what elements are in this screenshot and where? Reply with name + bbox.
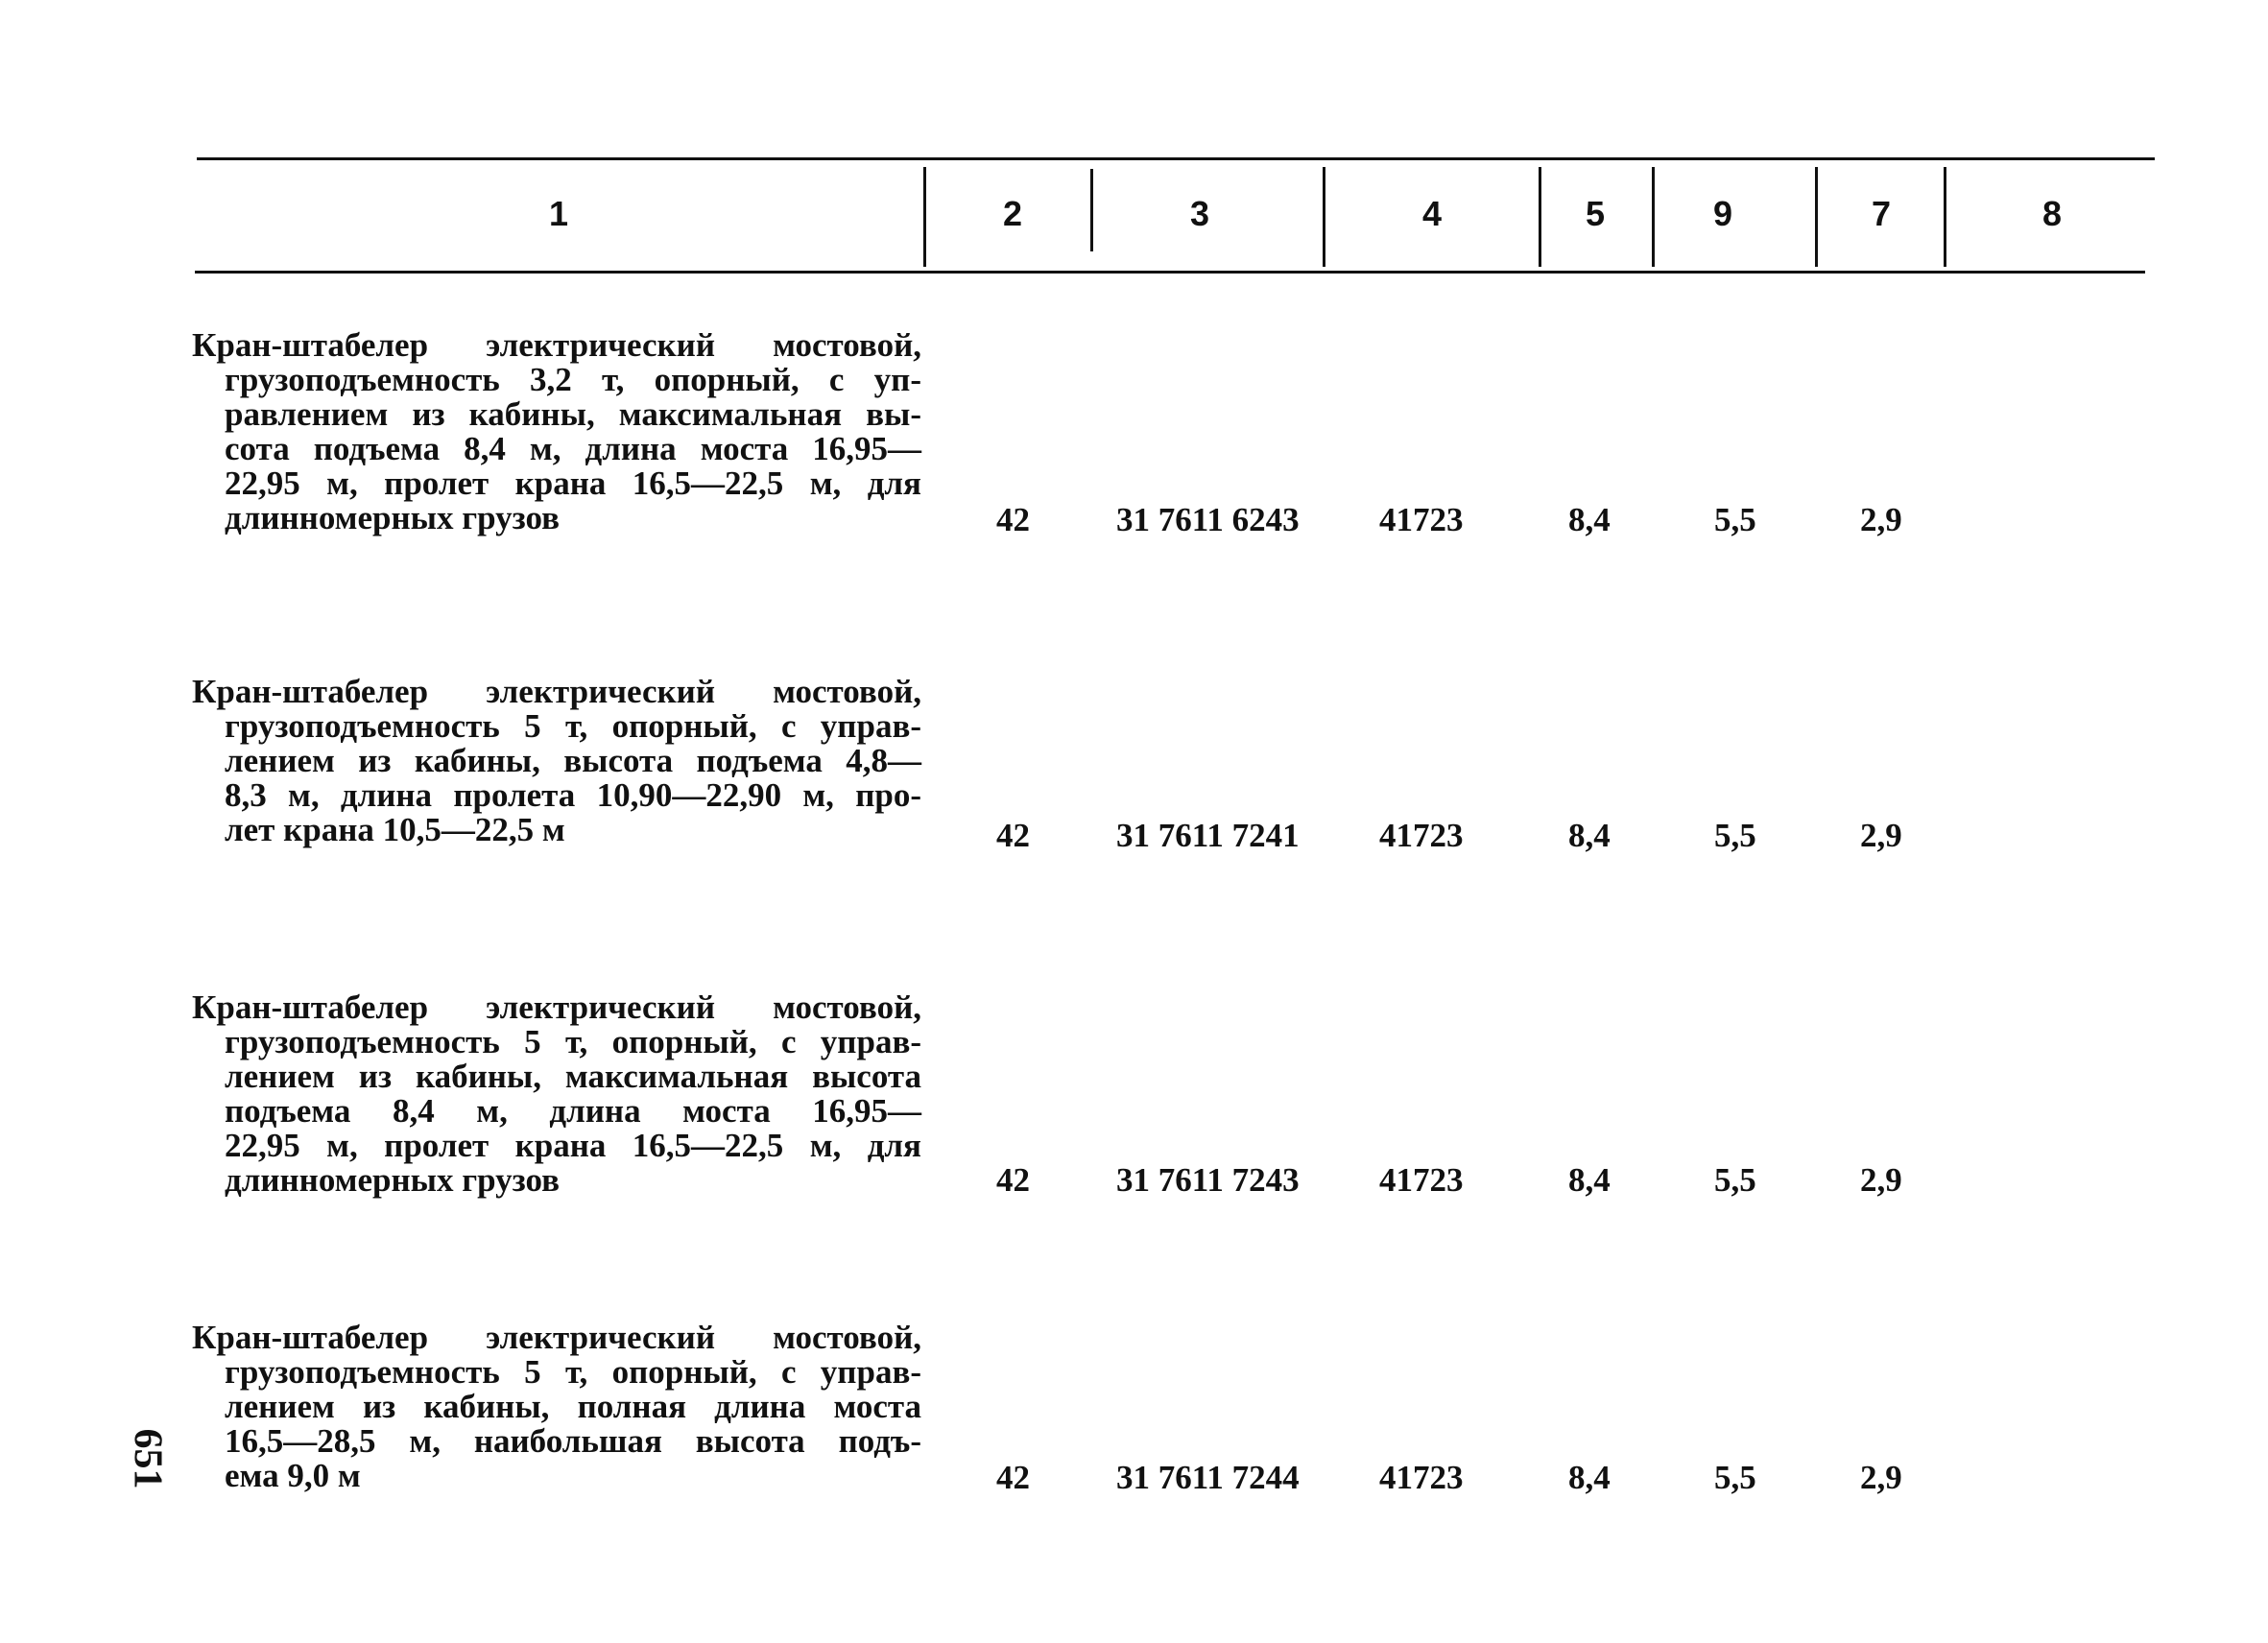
- column-divider: [923, 167, 926, 267]
- description-line: длинномерных грузов: [225, 1161, 561, 1199]
- description-line: 22,95 м, пролет крана 16,5—22,5 м, для: [225, 1127, 921, 1164]
- row-description: [192, 990, 921, 1198]
- cell-col6: 5,5: [1714, 817, 1756, 854]
- row-description: [192, 675, 921, 847]
- cell-col7: 2,9: [1860, 1459, 1902, 1496]
- description-line: лением из кабины, максимальная высота: [225, 1058, 921, 1095]
- cell-col5: 8,4: [1568, 1161, 1611, 1199]
- cell-col2: 42: [996, 817, 1030, 854]
- cell-col2: 42: [996, 1161, 1030, 1199]
- description-line: Кран-штабелер электрический мостовой,: [192, 1319, 921, 1356]
- column-header-6: 9: [1712, 194, 1733, 233]
- cell-col2: 42: [996, 501, 1030, 538]
- description-line: подъема 8,4 м, длина моста 16,95—: [225, 1092, 921, 1130]
- description-line: лением из кабины, полная длина моста: [225, 1388, 921, 1425]
- cell-col6: 5,5: [1714, 1459, 1756, 1496]
- column-divider: [1815, 167, 1818, 267]
- row-description: [192, 328, 921, 536]
- cell-col3: 31 7611 7244: [1116, 1459, 1300, 1496]
- description-line: грузоподъемность 5 т, опорный, с управ-: [225, 1023, 921, 1060]
- description-line: 8,3 м, длина пролета 10,90—22,90 м, про-: [225, 776, 921, 814]
- description-line: равлением из кабины, максимальная вы-: [225, 395, 921, 433]
- description-line: лет крана 10,5—22,5 м: [225, 811, 565, 848]
- cell-col5: 8,4: [1568, 817, 1611, 854]
- description-line: лением из кабины, высота подъема 4,8—: [225, 742, 921, 779]
- description-line: длинномерных грузов: [225, 499, 561, 536]
- description-line: Кран-штабелер электрический мостовой,: [192, 673, 921, 710]
- description-line: 16,5—28,5 м, наибольшая высота подъ-: [225, 1422, 921, 1460]
- cell-col7: 2,9: [1860, 817, 1902, 854]
- column-header-5: 5: [1585, 194, 1606, 233]
- cell-col4: 41723: [1379, 817, 1464, 854]
- description-line: Кран-штабелер электрический мостовой,: [192, 326, 921, 364]
- cell-col4: 41723: [1379, 1161, 1464, 1199]
- description-line: грузоподъемность 5 т, опорный, с управ-: [225, 1353, 921, 1391]
- column-header-3: 3: [1189, 194, 1210, 233]
- header-top-rule: [197, 157, 2155, 160]
- description-line: 22,95 м, пролет крана 16,5—22,5 м, для: [225, 464, 921, 502]
- column-header-7: 7: [1871, 194, 1892, 233]
- cell-col6: 5,5: [1714, 501, 1756, 538]
- column-divider: [1539, 167, 1541, 267]
- page-number: 651: [125, 1428, 170, 1489]
- column-header-1: 1: [548, 194, 569, 233]
- column-header-8: 8: [2041, 194, 2063, 233]
- description-line: грузоподъемность 3,2 т, опорный, с уп-: [225, 361, 921, 398]
- column-divider: [1323, 167, 1325, 267]
- cell-col4: 41723: [1379, 1459, 1464, 1496]
- description-line: грузоподъемность 5 т, опорный, с управ-: [225, 707, 921, 745]
- column-header-4: 4: [1421, 194, 1443, 233]
- cell-col6: 5,5: [1714, 1161, 1756, 1199]
- description-line: сота подъема 8,4 м, длина моста 16,95—: [225, 430, 921, 467]
- cell-col7: 2,9: [1860, 501, 1902, 538]
- cell-col3: 31 7611 7241: [1116, 817, 1300, 854]
- cell-col3: 31 7611 7243: [1116, 1161, 1300, 1199]
- column-divider: [1652, 167, 1655, 267]
- description-line: Кран-штабелер электрический мостовой,: [192, 988, 921, 1026]
- column-divider: [1090, 169, 1093, 251]
- cell-col2: 42: [996, 1459, 1030, 1496]
- cell-col5: 8,4: [1568, 501, 1611, 538]
- description-line: ема 9,0 м: [225, 1457, 361, 1494]
- cell-col5: 8,4: [1568, 1459, 1611, 1496]
- row-description: [192, 1321, 921, 1493]
- cell-col3: 31 7611 6243: [1116, 501, 1300, 538]
- cell-col4: 41723: [1379, 501, 1464, 538]
- header-bottom-rule: [195, 271, 2145, 274]
- cell-col7: 2,9: [1860, 1161, 1902, 1199]
- column-divider: [1944, 167, 1946, 267]
- column-header-2: 2: [1002, 194, 1023, 233]
